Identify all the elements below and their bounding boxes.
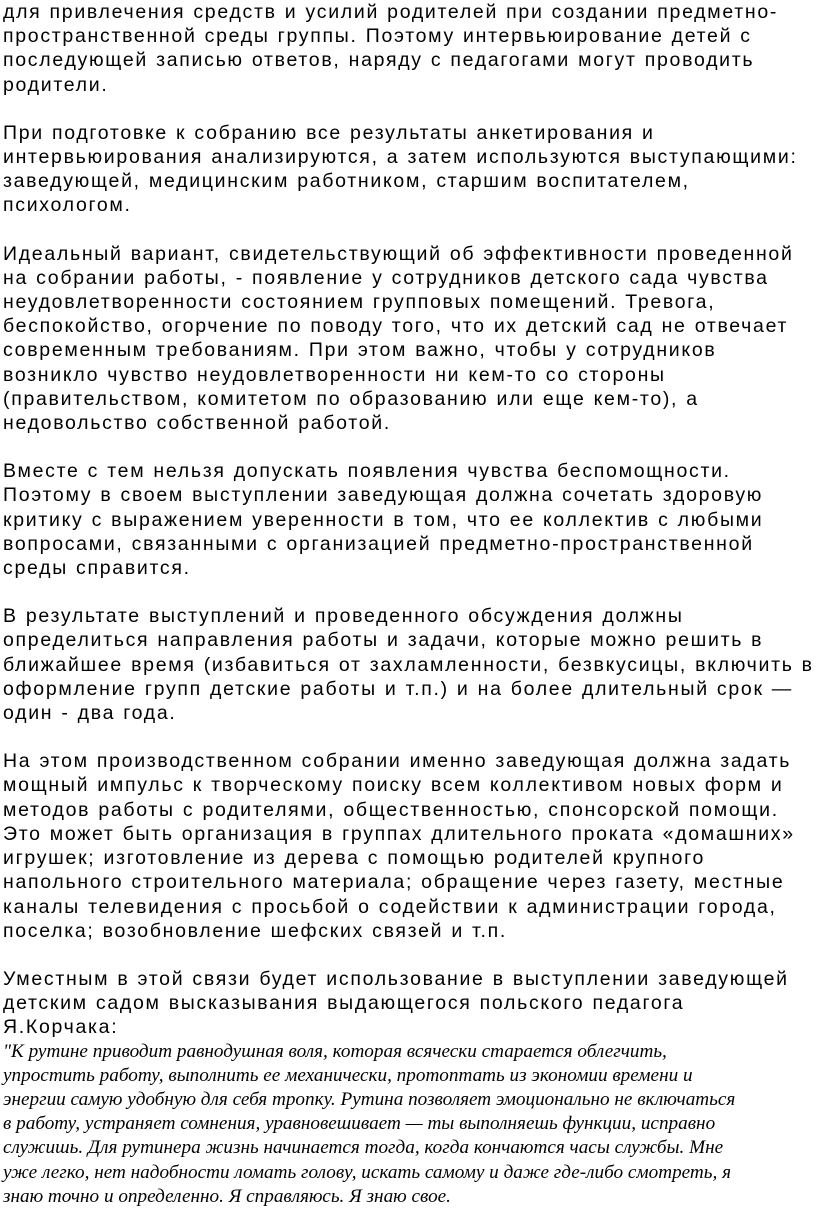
text-line: При подготовке к собранию все результаты анкетирования и [3,121,655,144]
text-line: среды справится. [3,557,191,580]
text-line: методов работы с родителями, общественностью, спонсорской помощи. [3,798,779,821]
text-paragraph [3,0,815,97]
text-line: Поэтому в своем выступлении заведующая должна сочетать здоровую [3,484,764,507]
quote-line: служишь. Для рутинера жизнь начинается тогда, когда кончаются часы службы. Мне [3,1137,724,1159]
text-line: Вместе с тем нельзя допускать появления чувства беспомощности. [3,460,731,483]
text-line: для привлечения средств и усилий родителей при создании предметно- [3,1,779,23]
text-paragraph [3,749,815,943]
text-paragraph [3,459,815,580]
text-line: мощный импульс к творческому поиску всем коллективом новых форм и [3,774,784,797]
text-line: каналы телевидения с просьбой о содействии к администрации города, [3,895,777,918]
text-line: Идеальный вариант, свидетельствующий об эффективности проведенной [3,242,794,265]
text-line: недовольство собственной работой. [3,412,391,435]
text-line: неудовлетворенности состоянием групповых помещений. Тревога, [3,291,716,314]
text-paragraph [3,121,815,218]
text-line: На этом производственном собрании именно заведующая должна задать [3,750,792,773]
quote-line: "К рутине приводит равнодушная воля, которая всячески старается облегчить, [3,1040,667,1062]
quote-line: уже легко, нет надобности ломать голову, искать самому и даже где-либо смотреть, я [3,1161,732,1183]
korczak-quote [3,1040,809,1209]
text-line: Уместным в этой связи будет использование в выступлении заведующей [3,967,789,990]
text-line: родители. [3,73,109,96]
text-line: определиться направления работы и задачи, которые можно решить в [3,629,764,652]
quote-line: знаю точно и определенно. Я справляюсь. Я знаю свое. [3,1185,451,1207]
quote-line: энергии самую удобную для себя тропку. Рутина позволяет эмоционально не включаться [3,1088,736,1110]
quote-line: в работу, устраняет сомнения, уравновешивает — ты выполняешь функции, исправно [3,1113,716,1135]
quote-line: упростить работу, выполнить ее механически, протоптать из экономии времени и [3,1064,693,1086]
text-line: критику с выражением уверенности в том, что ее коллектив с любыми [3,508,764,531]
text-line: В результате выступлений и проведенного обсуждения должны [3,605,684,628]
text-line: интервьюирования анализируются, а затем используются выступающими: [3,146,798,169]
text-line: вопросами, связанными с организацией предметно-пространственной [3,532,754,555]
text-line: ближайшее время (избавиться от захламленности, безвкусицы, включить в [3,653,814,676]
text-line: Я.Корчака: [3,1016,119,1039]
text-line: современным требованиям. При этом важно, чтобы у сотрудников [3,339,717,362]
text-line: поселка; возобновление шефских связей и т.п. [3,919,508,942]
text-line: возникло чувство неудовлетворенности ни кем-то со стороны [3,363,666,386]
text-line: пространственной среды группы. Поэтому интервьюирование детей с [3,25,752,48]
text-line: детским садом высказывания выдающегося польского педагога [3,992,685,1015]
text-paragraph [3,242,815,436]
text-paragraph [3,967,815,1040]
text-line: (правительством, комитетом по образованию или еще кем-то), а [3,387,699,410]
text-line: на собрании работы, - появление у сотрудников детского сада чувства [3,266,769,289]
text-line: заведующей, медицинским работником, старшим воспитателем, [3,170,690,193]
text-line: напольного строительного материала; обращение через газету, местные [3,871,785,894]
text-line: Это может быть организация в группах длительного проката «домашних» [3,822,795,845]
text-line: психологом. [3,194,132,217]
text-line: последующей записью ответов, наряду с педагогами могут проводить [3,49,755,72]
text-line: игрушек; изготовление из дерева с помощью родителей крупного [3,847,706,870]
text-line: один - два года. [3,702,177,725]
document-body [3,0,816,1040]
text-line: оформление групп детские работы и т.п.) и на более длительный срок — [3,677,793,700]
text-line: беспокойство, огорчение по поводу того, что их детский сад не отвечает [3,315,789,338]
text-paragraph [3,604,815,725]
